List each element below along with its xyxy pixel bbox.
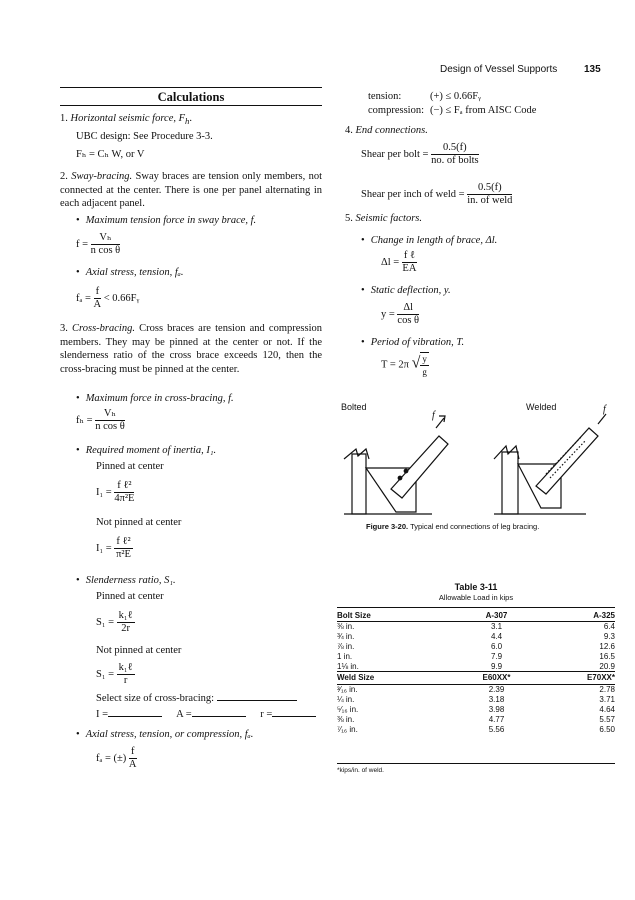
- running-title: Design of Vessel Supports: [440, 64, 558, 75]
- table-cell: ⅞ in.: [337, 641, 355, 651]
- tension-label: tension:: [368, 91, 402, 102]
- table-row: [337, 632, 615, 642]
- item-4-heading: 4. End connections.: [345, 125, 428, 136]
- allowable-load-table: [337, 609, 615, 734]
- item-3-eq-5: S₁ = $\frac{\text{k₁ℓ}}{r}$: [96, 662, 133, 686]
- a325-header: A-325: [593, 610, 615, 620]
- bolt-rows: [337, 622, 615, 672]
- item-3-bullet-4: • Axial stress, tension, or compression, fₐ.: [76, 728, 253, 742]
- item-5-heading: 5. Seismic factors.: [345, 213, 422, 224]
- not-pinned-label: Not pinned at center: [96, 517, 182, 528]
- table-cell: 6.4: [603, 622, 615, 632]
- pinned-label: Pinned at center: [96, 461, 164, 472]
- pinned-label-2: Pinned at center: [96, 591, 164, 602]
- table-cell: ¾ in.: [337, 632, 355, 642]
- table-cell: ¼ in.: [337, 695, 355, 705]
- page-number: 135: [584, 64, 601, 75]
- table-cell: 3.1: [490, 622, 503, 632]
- item-3-eq-4: S₁ = $\frac{\text{k₁ℓ}}{2r}$: [96, 610, 133, 634]
- table-row: [337, 724, 615, 734]
- table-row: [337, 684, 615, 694]
- table-cell: 6.50: [599, 724, 615, 734]
- table-cell: 4.64: [599, 704, 615, 714]
- item-2-paragraph: 2. Sway-bracing. Sway braces are tension only members, not connected at the center. There is one per panel alternating in each adjacent panel.: [60, 171, 323, 209]
- a307-header: A-307: [485, 610, 508, 620]
- item-2-eq-1: f = $\frac{\text{Vₕ}}{\text{n cos θ}}$: [76, 232, 121, 256]
- table-cell: 16.5: [599, 651, 615, 661]
- item-3-eq-1: fₕ = $\frac{\text{Vₕ}}{\text{n cos θ}}$: [76, 408, 125, 432]
- table-row: [337, 661, 615, 671]
- welded-connection: [494, 414, 606, 514]
- item-5-eq-3: T = 2π √ $\frac{y}{g}$: [381, 354, 427, 377]
- table-row: [337, 642, 615, 652]
- weld-header-row: [337, 671, 615, 684]
- table-cell: 3.71: [599, 695, 615, 705]
- table-footnote: *kips/in. of weld.: [337, 767, 384, 774]
- item-3-eq-2: I₁ = $\frac{\text{f ℓ²}}{\text{4π²E}}$: [96, 480, 135, 504]
- e70xx-header: E70XX*: [586, 673, 615, 683]
- table-cell: ⅜ in.: [337, 622, 355, 632]
- table-cell: 12.6: [599, 641, 615, 651]
- item-5-bullet-1: • Change in length of brace, Δl.: [361, 234, 497, 248]
- table-row: [337, 695, 615, 705]
- item-3-bullet-1: • Maximum force in cross-bracing, f.: [76, 392, 234, 406]
- table-cell: 2.39: [488, 685, 505, 695]
- table-cell: 1⅛ in.: [337, 661, 359, 671]
- table-bottom-rule: [337, 763, 615, 764]
- title-bottom-rule: [60, 105, 322, 106]
- title-top-rule: [60, 87, 322, 88]
- item-2-bullet-1: • Maximum tension force in sway brace, f.: [76, 214, 256, 228]
- item-1-equation: Fₕ = Cₕ W, or V: [76, 149, 145, 160]
- property-blanks: I = A = r =: [96, 708, 316, 722]
- weld-size-header: Weld Size: [337, 673, 375, 683]
- table-cell: 3.18: [488, 695, 505, 705]
- table-row: [337, 705, 615, 715]
- table-row: [337, 622, 615, 632]
- table-cell: 4.4: [490, 632, 503, 642]
- e60xx-header: E60XX*: [482, 673, 511, 683]
- table-cell: 9.3: [603, 632, 615, 642]
- item-1-heading: 1. Horizontal seismic force, $F_h$.: [60, 113, 193, 127]
- table-subtitle: Allowable Load in kips: [438, 593, 514, 602]
- table-title: Table 3-11: [454, 582, 498, 592]
- bolt-header-row: [337, 609, 615, 622]
- table-cell: 2.78: [599, 685, 615, 695]
- item-5-bullet-2: • Static deflection, y.: [361, 284, 451, 298]
- shear-per-weld-eq: Shear per inch of weld = $\frac{0.5(f)}{\text{in. of weld}}$: [361, 182, 513, 206]
- tension-value: (+) ≤ 0.66Fᵧ: [430, 91, 481, 102]
- table-cell: ⁷⁄₁₆ in.: [337, 724, 358, 734]
- not-pinned-label-2: Not pinned at center: [96, 645, 182, 656]
- force-label-welded: f: [603, 404, 606, 415]
- table-cell: ⅜ in.: [337, 714, 355, 724]
- bolted-connection: [344, 416, 448, 514]
- end-connections-figure: [336, 404, 616, 524]
- item-5-eq-1: Δl = $\frac{\text{f ℓ}}{EA}$: [381, 250, 417, 274]
- item-3-bullet-3: • Slenderness ratio, S₁.: [76, 574, 176, 588]
- shear-per-bolt-eq: Shear per bolt = $\frac{0.5(f)}{\text{no. of bolts}}$: [361, 142, 479, 166]
- item-2-bullet-2: • Axial stress, tension, fₐ.: [76, 266, 183, 280]
- table-cell: ⁵⁄₁₆ in.: [337, 704, 359, 714]
- table-cell: 5.56: [488, 724, 505, 734]
- table-cell: ³⁄₁₆ in.: [337, 685, 358, 695]
- table-cell: 5.57: [599, 714, 615, 724]
- figure-caption: Figure 3-20. Typical end connections of leg bracing.: [366, 522, 540, 531]
- table-cell: 9.9: [490, 661, 503, 671]
- table-cell: 1 in.: [337, 651, 353, 661]
- table-cell: 20.9: [599, 661, 615, 671]
- item-1-text: UBC design: See Procedure 3-3.: [76, 131, 213, 142]
- weld-rows: [337, 684, 615, 733]
- bolt-size-header: Bolt Size: [337, 610, 371, 620]
- select-size-label: Select size of cross-bracing:: [96, 692, 297, 706]
- force-label-bolted: f: [432, 410, 435, 421]
- table-cell: 4.77: [488, 714, 505, 724]
- welded-label: Welded: [526, 402, 557, 412]
- bolted-label: Bolted: [341, 402, 367, 412]
- item-5-bullet-3: • Period of vibration, T.: [361, 336, 464, 350]
- item-3-eq-3: I₁ = $\frac{\text{f ℓ²}}{\text{π²E}}$: [96, 536, 131, 560]
- table-cell: 6.0: [490, 641, 503, 651]
- section-title: Calculations: [157, 90, 225, 104]
- item-3-eq-6: fₐ = (±) $\frac{f}{A}$: [96, 746, 137, 770]
- item-3-bullet-2: • Required moment of inertia, I₁.: [76, 444, 216, 458]
- item-3-paragraph: 3. Cross-bracing. Cross braces are tension and compression members. They may be pinned at the center or not. If the slenderness ratio of the cross brace exceeds 120, then the cross-bracing must be pinned at the center.: [60, 323, 322, 375]
- table-cell: 3.98: [488, 704, 505, 714]
- table-cell: 7.9: [490, 651, 503, 661]
- table-row: [337, 651, 615, 661]
- table-row: [337, 714, 615, 724]
- item-5-eq-2: y = $\frac{\Delta l}{\text{cos θ}}$: [381, 302, 420, 326]
- compression-value: (−) ≤ Fₐ from AISC Code: [430, 105, 537, 116]
- compression-label: compression:: [368, 105, 424, 116]
- table-top-rule: [337, 607, 615, 608]
- item-2-eq-2: fₐ = $\frac{f}{A}$ < 0.66Fᵧ: [76, 286, 140, 310]
